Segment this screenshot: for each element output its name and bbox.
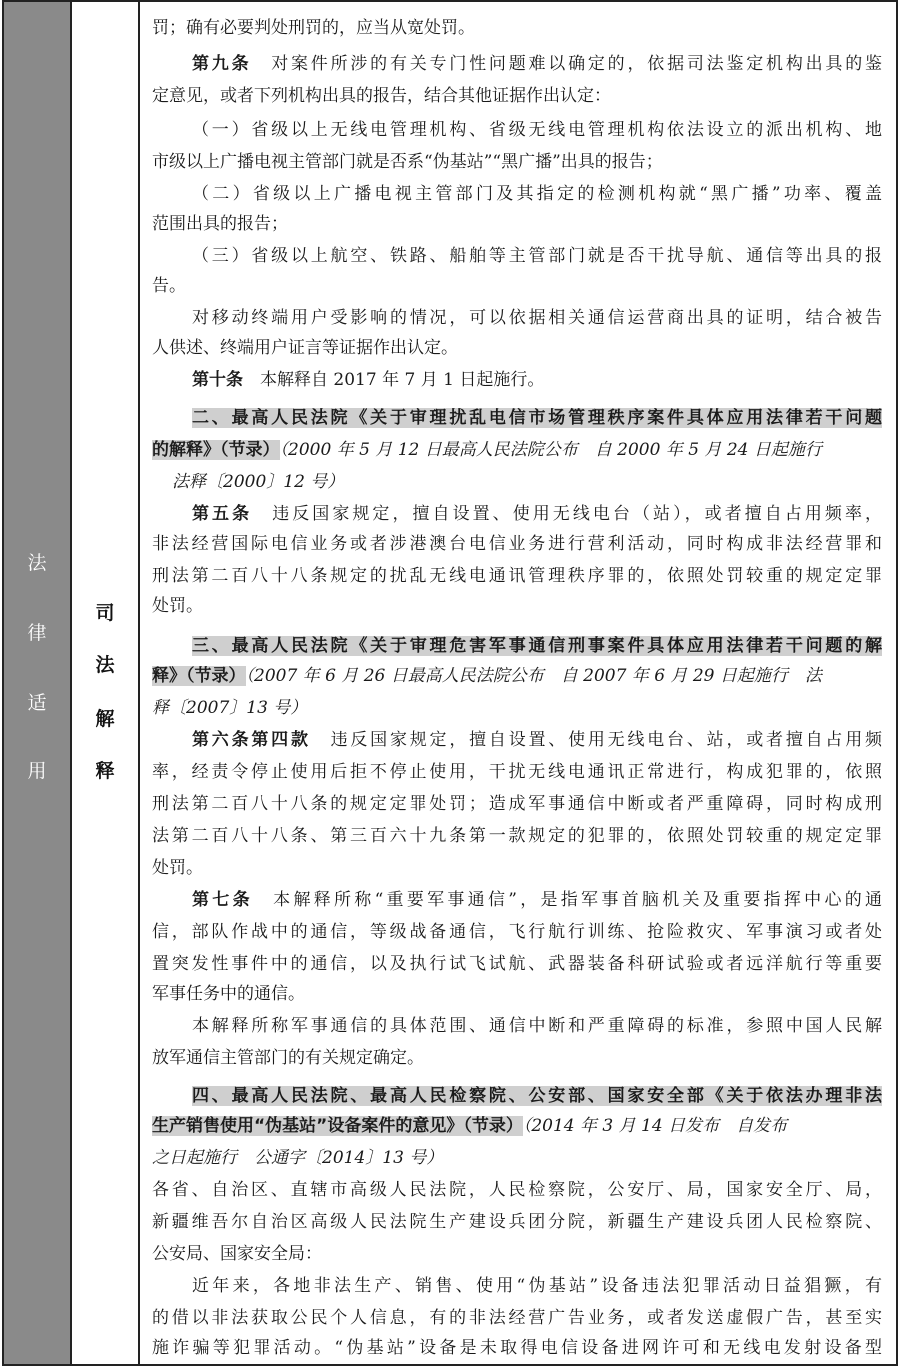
category-char: 律	[27, 622, 47, 644]
text-line: （二）省级以上广播电视主管部门及其指定的检测机构就“黑广播”功率、覆盖	[192, 184, 882, 204]
category-char: 适	[27, 692, 47, 714]
category-column	[2, 0, 72, 1366]
text-line: 信，部队作战中的通信，等级战备通信，飞行航行训练、抢险救灾、军事演习或者处	[152, 922, 882, 942]
source-note: （2007 年 6 月 26 日最高人民法院公布 自 2007 年 6 月 29 日起施行 法	[245, 666, 822, 686]
text-line: 公安局、国家安全局：	[152, 1244, 322, 1264]
category-char: 法	[27, 552, 47, 574]
article-text: 违反国家规定，擅自设置、使用无线电台（站），或者擅自占用频率，	[272, 504, 882, 524]
text-line: （一）省级以上无线电管理机构、省级无线电管理机构依法设立的派出机构、地	[192, 120, 882, 140]
article-text: 对案件所涉的有关专门性问题难以确定的，依据司法鉴定机构出具的鉴	[271, 54, 882, 74]
text-line: 本解释所称军事通信的具体范围、通信中断和严重障碍的标准，参照中国人民解	[192, 1016, 882, 1036]
text-line: 处罚。	[152, 596, 203, 616]
text-line	[192, 498, 882, 530]
source-note: （2000 年 5 月 12 日最高人民法院公布 自 2000 年 5 月 24 日起施行	[279, 440, 822, 460]
section-title: 的解释》（节录）	[152, 440, 280, 460]
text-line: 施诈骗等犯罪活动。“伪基站”设备是未取得电信设备进网许可和无线电发射设备型	[152, 1338, 882, 1358]
text-line: 新疆维吾尔自治区高级人民法院生产建设兵团分院，新疆生产建设兵团人民检察院、	[152, 1212, 882, 1232]
article-number: 第十条	[192, 370, 243, 390]
text-line	[192, 884, 882, 916]
text-line: 军事任务中的通信。	[152, 984, 305, 1004]
source-note: 释〔2007〕13 号）	[152, 698, 308, 718]
section-title: 生产销售使用“伪基站”设备案件的意见》（节录）	[152, 1116, 523, 1136]
content-column	[140, 0, 898, 1366]
text-line: 对移动终端用户受影响的情况，可以依据相关通信运营商出具的证明，结合被告	[192, 308, 882, 328]
section-heading	[192, 630, 882, 662]
source-note: （2014 年 3 月 14 日发布 自发布	[522, 1116, 788, 1136]
text-line: 刑法第二百八十八条规定的扰乱无线电通讯管理秩序罪的，依照处罚较重的规定定罪	[152, 566, 882, 586]
text-line: 市级以上广播电视主管部门就是否系“伪基站”“黑广播”出具的报告；	[152, 152, 663, 172]
text-line: 刑法第二百八十八条的规定定罪处罚；造成军事通信中断或者严重障碍，同时构成刑	[152, 794, 882, 814]
text-line	[192, 724, 882, 756]
subcategory-char: 释	[95, 760, 115, 782]
article-number: 第五条	[192, 504, 253, 524]
text-line: 处罚。	[152, 858, 203, 878]
article-number: 第六条第四款	[192, 730, 311, 750]
text-line: （三）省级以上航空、铁路、船舶等主管部门就是否干扰导航、通信等出具的报	[192, 246, 882, 266]
text-line: 的借以非法获取公民个人信息，有的非法经营广告业务，或者发送虚假广告，甚至实	[152, 1308, 882, 1328]
subcategory-column	[72, 0, 140, 1366]
section-heading	[192, 1080, 882, 1112]
text-line: 各省、自治区、直辖市高级人民法院，人民检察院，公安厅、局，国家安全厅、局，	[152, 1180, 882, 1200]
section-title: 二、最高人民法院《关于审理扰乱电信市场管理秩序案件具体应用法律若干问题	[192, 408, 882, 428]
text-line: 法第二百八十八条、第三百六十九条第一款规定的犯罪的，依照处罚较重的规定定罪	[152, 826, 882, 846]
text-line: 放军通信主管部门的有关规定确定。	[152, 1048, 424, 1068]
text-line	[192, 48, 882, 80]
source-note: 法释〔2000〕12 号）	[172, 472, 345, 492]
subcategory-char: 法	[95, 654, 115, 676]
subcategory-char: 解	[95, 708, 115, 730]
article-text: 本解释所称“重要军事通信”，是指军事首脑机关及重要指挥中心的通	[273, 890, 882, 910]
article-number: 第七条	[192, 890, 253, 910]
article-number: 第九条	[192, 54, 252, 74]
article-text: 违反国家规定，擅自设置、使用无线电台、站，或者擅自占用频	[330, 730, 882, 750]
text-line	[152, 434, 882, 466]
category-char: 用	[27, 760, 47, 782]
text-line: 非法经营国际电信业务或者涉港澳台电信业务进行营利活动，同时构成非法经营罪和	[152, 534, 882, 554]
section-heading	[192, 402, 882, 434]
text-line: 告。	[152, 276, 186, 296]
source-note: 之日起施行 公通字〔2014〕13 号）	[152, 1148, 444, 1168]
subcategory-char: 司	[95, 602, 115, 624]
section-title: 释》（节录）	[152, 666, 246, 686]
text-line	[152, 660, 882, 692]
text-line: 置突发性事件中的通信，以及执行试飞试航、武器装备科研试验或者远洋航行等重要	[152, 954, 882, 974]
text-line: 近年来，各地非法生产、销售、使用“伪基站”设备违法犯罪活动日益猖獗，有	[192, 1276, 882, 1296]
section-title: 四、最高人民法院、最高人民检察院、公安部、国家安全部《关于依法办理非法	[192, 1086, 882, 1106]
text-line: 人供述、终端用户证言等证据作出认定。	[152, 338, 458, 358]
text-line: 范围出具的报告；	[152, 214, 288, 234]
text-line: 率，经责令停止使用后拒不停止使用，干扰无线电通讯正常进行，构成犯罪的，依照	[152, 762, 882, 782]
section-title: 三、最高人民法院《关于审理危害军事通信刑事案件具体应用法律若干问题的解	[192, 636, 882, 656]
text-line	[152, 1110, 882, 1142]
article-text: 本解释自 2017 年 7 月 1 日起施行。	[260, 370, 545, 390]
text-line: 罚；确有必要判处刑罚的，应当从宽处罚。	[152, 18, 475, 38]
text-line: 定意见，或者下列机构出具的报告，结合其他证据作出认定：	[152, 86, 611, 106]
text-line	[192, 364, 882, 396]
